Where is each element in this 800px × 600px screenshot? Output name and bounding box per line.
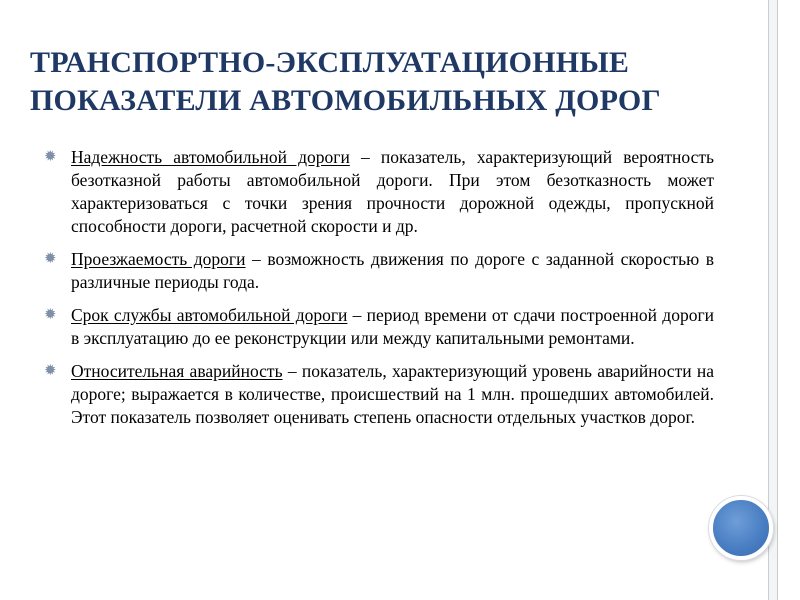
bullet-item-reliability xyxy=(44,146,714,238)
bullet-term: Проезжаемость дороги xyxy=(71,249,246,269)
bullet-text: – возможность движения по дороге с заданной скоростью в различные периоды года. xyxy=(71,249,714,292)
bullet-term: Срок службы автомобильной дороги xyxy=(71,305,348,325)
bullet-marker-icon: ✹ xyxy=(44,307,57,323)
frame-outer-line xyxy=(777,0,778,600)
bullet-item-service-life xyxy=(44,304,714,350)
bullet-text: – показатель, характеризующий уровень аварийности на дороге; выражается в количестве, происшествий на 1 млн. прошедших автомобилей. Этот показатель позволяет оценивать степень опасности отдельных участков дорог. xyxy=(71,361,714,427)
bullet-marker-icon: ✹ xyxy=(44,149,57,165)
bullet-text: – период времени от сдачи построенной дороги в эксплуатацию до ее реконструкции или между капитальными ремонтами. xyxy=(71,305,714,348)
bullet-list xyxy=(44,146,714,439)
bullet-item-passability xyxy=(44,248,714,294)
title-line-2: ПОКАЗАТЕЛИ АВТОМОБИЛЬНЫХ ДОРОГ xyxy=(30,84,661,117)
bullet-term: Относительная аварийность xyxy=(71,361,283,381)
bullet-text: – показатель, характеризующий вероятность безотказной работы автомобильной дороги. При этом безотказность может характеризоваться с точки зрения прочности дорожной одежды, пропускной способности дороги, расчетной скорости и др. xyxy=(71,147,714,236)
slide-title xyxy=(30,44,750,120)
frame-inner-line xyxy=(768,0,769,600)
bullet-term: Надежность автомобильной дороги xyxy=(71,147,350,167)
frame-gap xyxy=(769,0,777,600)
bullet-marker-icon: ✹ xyxy=(44,251,57,267)
bullet-item-accident-rate xyxy=(44,360,714,429)
decorative-orb-icon xyxy=(709,496,773,560)
title-line-1: ТРАНСПОРТНО-ЭКСПЛУАТАЦИОННЫЕ xyxy=(30,46,630,79)
bullet-marker-icon: ✹ xyxy=(44,363,57,379)
